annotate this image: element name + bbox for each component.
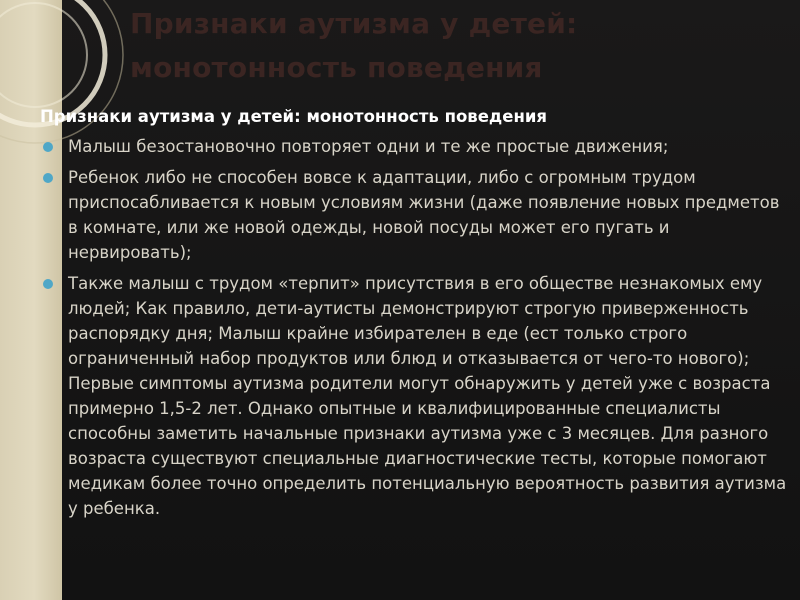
bullet-text: Ребенок либо не способен вовсе к адаптации, либо с огромным трудом приспосабливается к новым условиям жизни (даже появление новых предметов в комнате, или же новой одежды, новой посуды может его пугать и нервировать);	[68, 168, 780, 262]
bullet-dot-icon	[43, 279, 53, 289]
slide-subheading: Признаки аутизма у детей: монотонность поведения	[40, 107, 548, 126]
slide-body	[40, 104, 790, 527]
bullet-text: Также малыш с трудом «терпит» присутствия в его обществе незнакомых ему людей; Как правило, дети-аутисты демонстрируют строгую приверженность распорядку дня; Малыш крайне избирателен в еде (ест только строго ограниченный набор продуктов или блюд и отказывается от чего-то нового); Первые симптомы аутизма родители могут обнаружить у детей уже с возраста примерно 1,5-2 лет. Однако опытные и квалифицированные специалисты способны заметить начальные признаки аутизма уже с 3 месяцев. Для разного возраста существуют специальные диагностические тесты, которые помогают медикам более точно определить потенциальную вероятность развития аутизма у ребенка.	[68, 274, 787, 518]
bullet-text: Малыш безостановочно повторяет одни и те же простые движения;	[68, 137, 669, 156]
bullet-item	[40, 134, 790, 159]
bullet-item	[40, 165, 790, 265]
bullet-list	[40, 134, 790, 521]
bullet-dot-icon	[43, 173, 53, 183]
bullet-item	[40, 271, 790, 521]
slide-title: Признаки аутизма у детей: монотонность поведения	[130, 7, 578, 84]
bullet-dot-icon	[43, 142, 53, 152]
